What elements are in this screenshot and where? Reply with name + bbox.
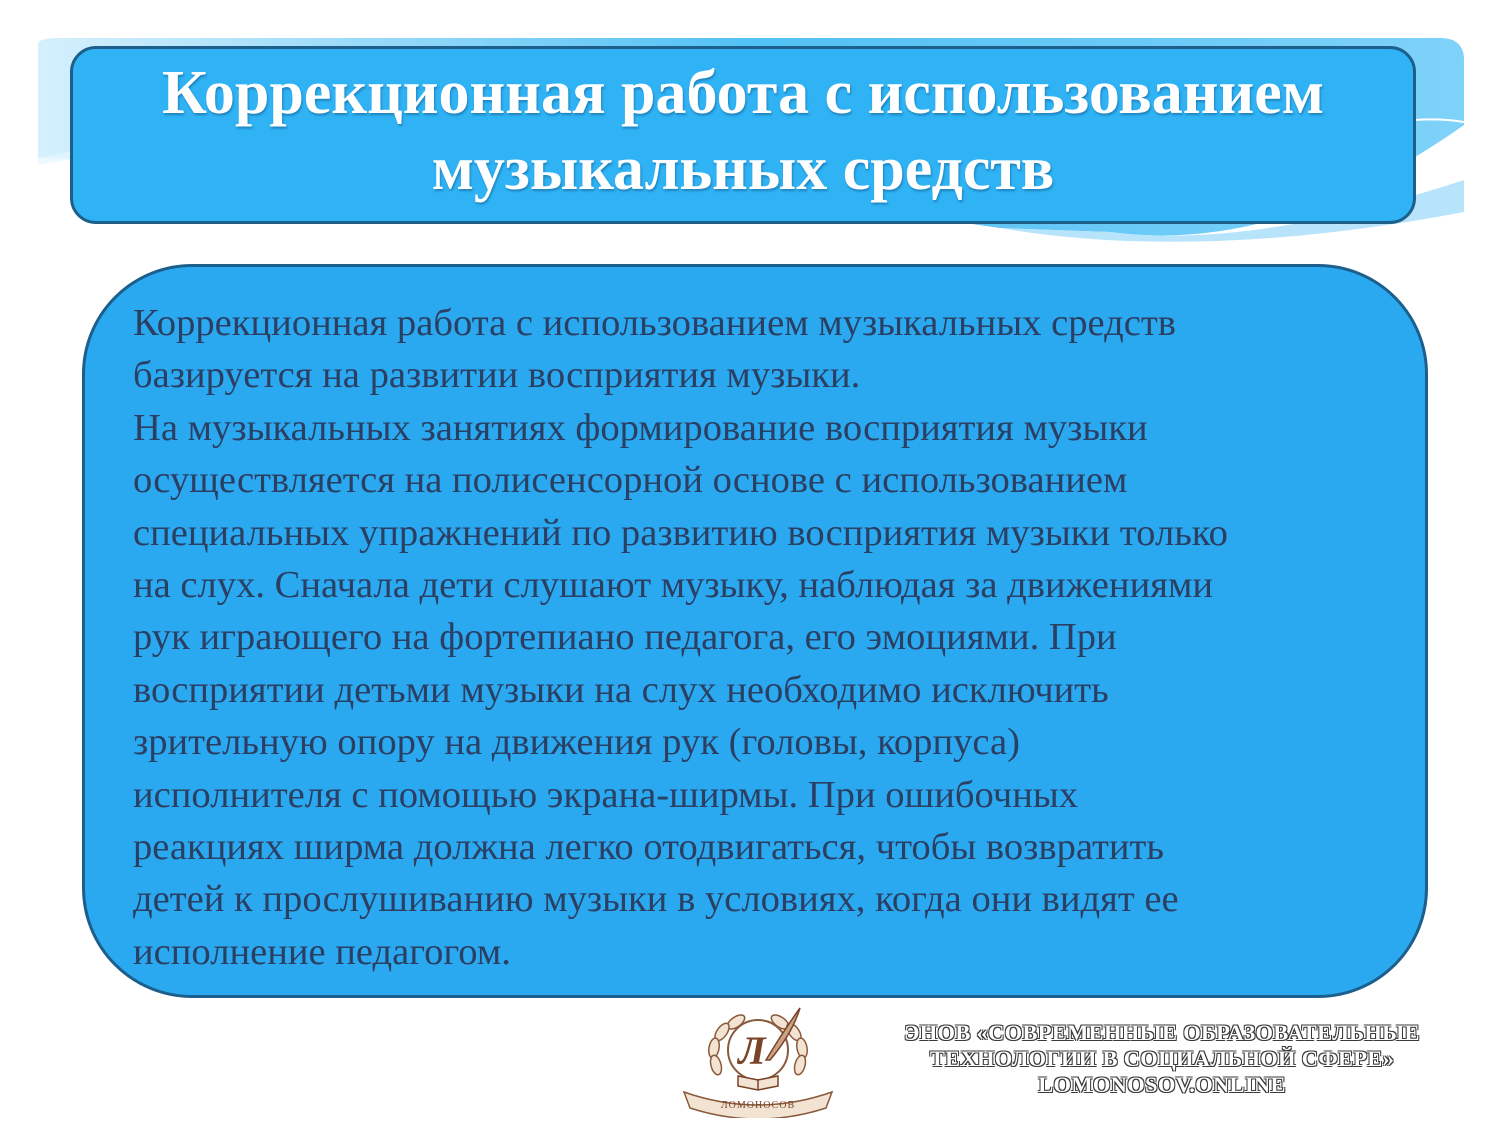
body-line: базируется на развитии восприятия музыки. [133, 354, 861, 397]
body-line: специальных упражнений по развитию восприятия музыки только [133, 511, 1228, 554]
org-line-2: ТЕХНОЛОГИИ В СОЦИАЛЬНОЙ СФЕРЕ» [929, 1046, 1395, 1071]
logo-ribbon-text: ЛОМОНОСОВ [720, 1100, 796, 1111]
body-line: исполнение педагогом. [133, 930, 511, 973]
body-line: Коррекционная работа с использованием музыкальных средств [133, 302, 1176, 344]
content-box [82, 264, 1428, 998]
body-text [133, 297, 1395, 978]
body-line: детей к прослушиванию музыки в условиях, когда они видят ее [133, 878, 1179, 921]
org-line-1: ЭНОВ «СОВРЕМЕННЫЕ ОБРАЗОВАТЕЛЬНЫЕ [904, 1020, 1420, 1045]
body-line: На музыкальных занятиях формирование восприятия музыки [133, 406, 1148, 449]
slide-title: Коррекционная работа с использованием музыкальных средств [162, 59, 1324, 203]
body-line: зрительную опору на движения рук (головы, корпуса) [133, 721, 1020, 764]
body-line: реакциях ширма должна легко отодвигаться, чтобы возвратить [133, 826, 1164, 869]
organization-name [836, 1020, 1488, 1098]
body-line: осуществляется на полисенсорной основе с использованием [133, 459, 1128, 502]
org-website: LOMONOSOV.ONLINE [1038, 1072, 1286, 1097]
title-box [70, 46, 1416, 224]
body-line: исполнителя с помощью экрана-ширмы. При ошибочных [133, 773, 1079, 816]
body-line: рук играющего на фортепиано педагога, его эмоциями. При [133, 616, 1117, 659]
lomonosov-logo [674, 1000, 842, 1118]
body-line: на слух. Сначала дети слушают музыку, наблюдая за движениями [133, 564, 1214, 607]
body-line: восприятии детьми музыки на слух необходимо исключить [133, 668, 1109, 711]
logo-letter: Л [738, 1028, 766, 1073]
